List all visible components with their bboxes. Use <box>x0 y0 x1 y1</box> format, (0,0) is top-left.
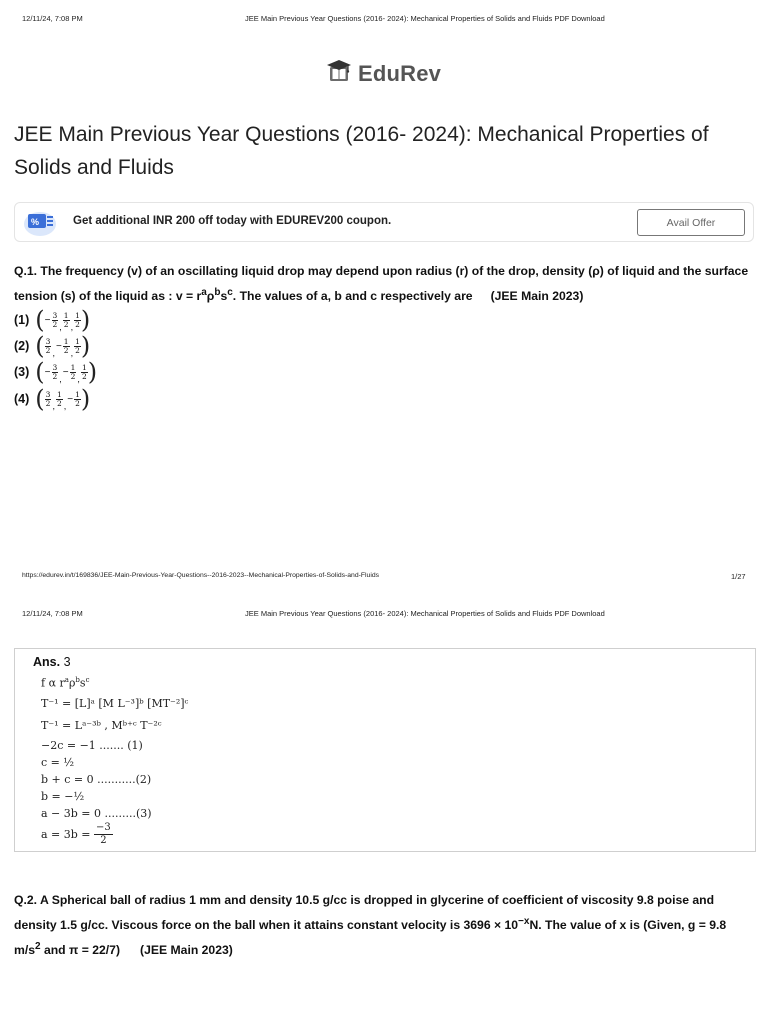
svg-text:%: % <box>31 217 40 227</box>
coupon-banner-text: Get additional INR 200 off today with EDUREV200 coupon. <box>73 215 392 227</box>
discount-tag-icon <box>23 209 57 242</box>
option-expression: ( − $\frac{3}{2}$ , − $\frac{1}{2}$ , $\frac{1}{2}$ ) <box>35 358 98 386</box>
fraction: $\frac{1}{2}$ <box>70 362 76 381</box>
answer-box <box>14 648 756 852</box>
fraction: $\frac{3}{2}$ <box>45 389 51 408</box>
option-expression: ( $\frac{3}{2}$ , $\frac{1}{2}$ , − $\frac{1}{2}$ ) <box>35 385 91 413</box>
option-label: (3) <box>14 365 30 379</box>
document-title: JEE Main Previous Year Questions (2016- 2024): Mechanical Properties of Solids and Fluids <box>14 123 709 179</box>
solution-step-1: f α $r^a\rho^bs^c$ <box>41 676 90 690</box>
answer-value: 3 <box>63 655 71 669</box>
fraction: $\frac{1}{2}$ <box>81 362 87 381</box>
option-4[interactable] <box>14 387 90 411</box>
fraction: $\frac{1}{2}$ <box>75 336 80 355</box>
fraction: $\frac{1}{2}$ <box>63 336 69 355</box>
question-2-line-3: $m/s^2$ and π = 22/7) (JEE Main 2023) <box>14 940 233 957</box>
term-sign: − <box>62 366 69 378</box>
solution-step-8: a − 3b = 0 .........(3) <box>41 807 152 820</box>
fraction: $\frac{1}{2}$ <box>75 310 80 329</box>
question-1-line-1: Q.1. The frequency (v) of an oscillating liquid drop may depend upon radius (r) of the drop, density (ρ) of liquid and the surface <box>14 264 749 278</box>
page-header-title: JEE Main Previous Year Questions (2016- 2024): Mechanical Properties of Solids and Fluids PDF Download <box>245 14 605 23</box>
option-1[interactable] <box>14 308 90 332</box>
question-1 <box>14 259 759 309</box>
question-1-source: (JEE Main 2023) <box>490 289 584 303</box>
solution-step-4: −2c = −1 ....... (1) <box>41 739 143 752</box>
page-header-datetime: 12/11/24, 7:08 PM <box>22 14 83 23</box>
term-sign: − <box>44 314 51 326</box>
term-sign: − <box>55 340 62 352</box>
page-2-header-datetime: 12/11/24, 7:08 PM <box>22 609 83 618</box>
edurev-logo[interactable] <box>326 58 441 89</box>
option-2[interactable] <box>14 334 90 358</box>
solution-step-9: a = 3b = $\frac{-3}{2}$ <box>41 822 111 846</box>
solution-step-7: b = −½ <box>41 790 85 803</box>
question-2 <box>14 888 759 963</box>
fraction: $\frac{1}{2}$ <box>56 389 62 408</box>
option-label: (1) <box>14 313 30 327</box>
option-expression: ( $\frac{3}{2}$ , − $\frac{1}{2}$ , $\frac{1}{2}$ ) <box>35 332 91 360</box>
coupon-banner <box>14 202 754 242</box>
term-sign: − <box>44 366 51 378</box>
question-2-line-2: density 1.5 g/cc. Viscous force on the ball when it attains constant velocity is $3696 \times 10^{-x}N$. The value of x is (Given, g = 9.8 <box>14 915 727 932</box>
logo-wordmark: EduRev <box>358 60 442 86</box>
question-2-source: (JEE Main 2023) <box>140 943 233 957</box>
solution-step-3: T⁻¹ = Lᵃ⁻³ᵇ , Mᵇ⁺ᶜ T⁻²ᶜ <box>41 719 162 732</box>
option-label: (2) <box>14 339 30 353</box>
page-footer-number: 1/27 <box>731 572 746 581</box>
fraction: $\frac{3}{2}$ <box>52 362 58 381</box>
fraction: $\frac{3}{2}$ <box>45 336 51 355</box>
answer-label: Ans. 3 <box>33 655 71 669</box>
solution-step-2: T⁻¹ = [L]ᵃ [M L⁻³]ᵇ [MT⁻²]ᶜ <box>41 697 189 710</box>
option-label: (4) <box>14 392 30 406</box>
solution-step-6: b + c = 0 ...........(2) <box>41 773 152 786</box>
solution-step-5: c = ½ <box>41 756 75 769</box>
question-2-line-1: Q.2. A Spherical ball of radius 1 mm and density 10.5 g/cc is dropped in glycerine of coefficient of viscosity 9.8 poise and <box>14 893 715 907</box>
term-sign: − <box>67 393 74 405</box>
fraction: $\frac{1}{2}$ <box>63 310 69 329</box>
option-expression: ( − $\frac{3}{2}$ , $\frac{1}{2}$ , $\frac{1}{2}$ ) <box>35 306 91 334</box>
option-3[interactable] <box>14 360 97 384</box>
avail-offer-button[interactable]: Avail Offer <box>637 209 745 236</box>
page-footer-url[interactable]: https://edurev.in/t/169836/JEE-Main-Previous-Year-Questions--2016-2023--Mechanical-Properties-of-Solids-and-Fluids <box>22 572 380 579</box>
graduation-cap-book-icon <box>326 58 352 89</box>
question-1-line-2: tension (s) of the liquid as : $v = r^a\rho^bs^c$. The values of a, b and c respectively are (JEE Main 2023) <box>14 286 584 303</box>
fraction: $\frac{3}{2}$ <box>52 310 58 329</box>
page-2-header-title: JEE Main Previous Year Questions (2016- 2024): Mechanical Properties of Solids and Fluids PDF Download <box>245 609 605 618</box>
fraction: $\frac{1}{2}$ <box>75 389 80 408</box>
